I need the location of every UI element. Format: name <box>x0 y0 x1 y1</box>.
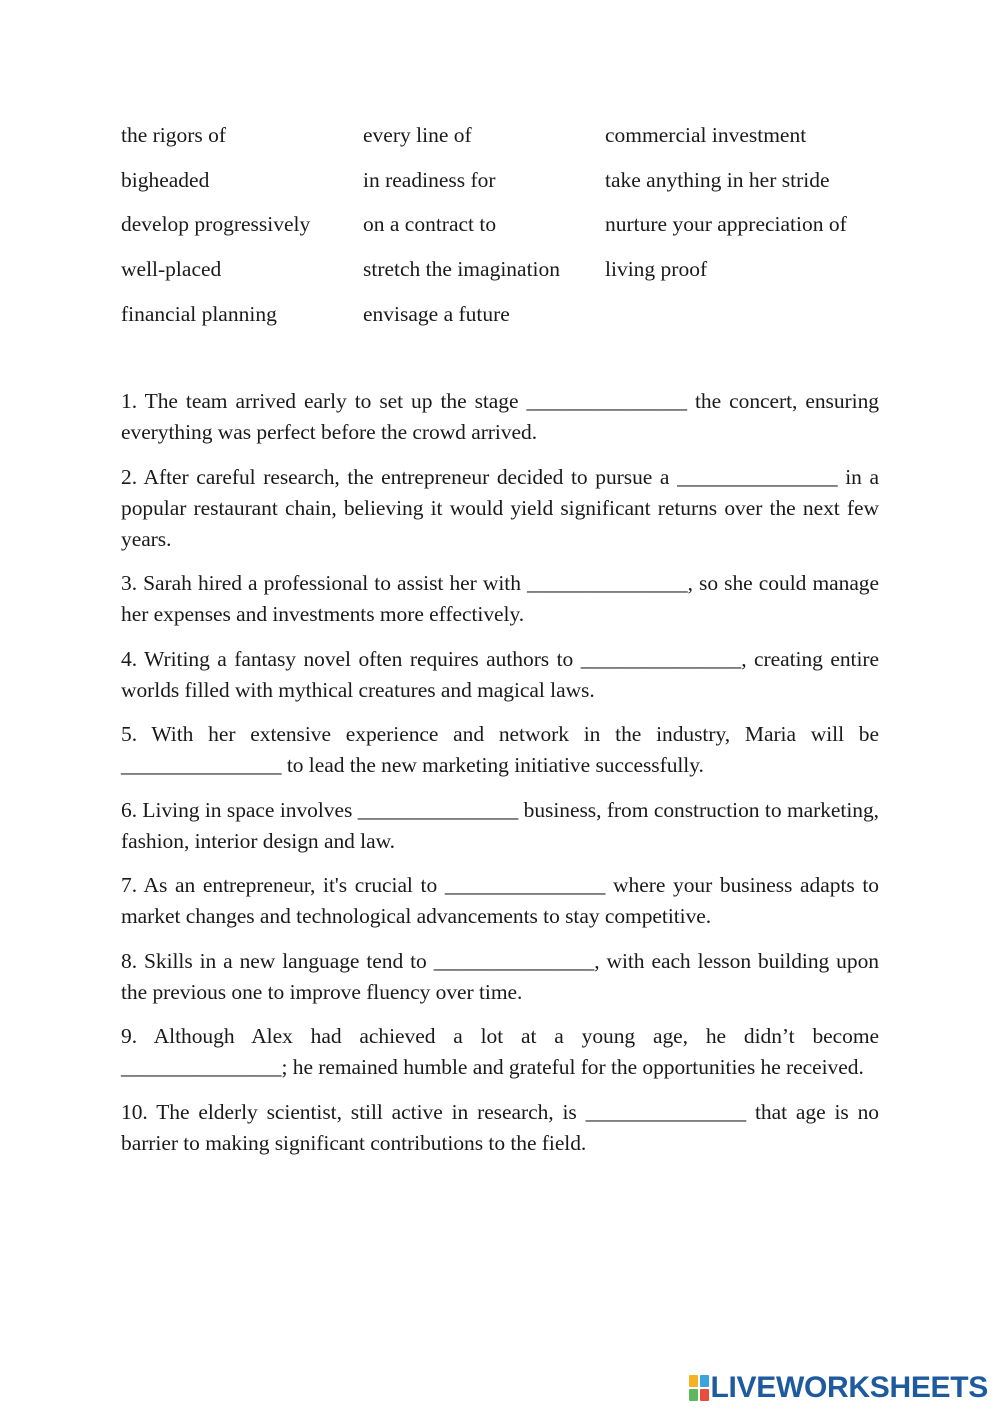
answer-blank-8[interactable]: _______________ <box>433 948 595 973</box>
answer-blank-3[interactable]: _______________ <box>527 571 688 595</box>
word-bank-item: commercial investment <box>605 123 807 147</box>
question-text: 5. With her extensive experience and network in the industry, Maria will be <box>121 722 879 746</box>
answer-blank-2[interactable]: _______________ <box>677 464 838 489</box>
word-bank-item: well-placed <box>121 257 222 282</box>
question-2 <box>121 462 879 555</box>
question-text: that age is no barrier to making significant contributions to the field. <box>121 1099 879 1155</box>
question-8 <box>121 946 879 1008</box>
question-text: business, from construction to marketing, fashion, interior design and law. <box>121 797 879 853</box>
word-bank-item: stretch the imagination <box>363 257 561 282</box>
word-bank-row <box>121 252 901 297</box>
word-bank-row <box>121 118 901 163</box>
question-text: 4. Writing a fantasy novel often requires authors to <box>121 646 581 671</box>
question-text: 8. Skills in a new language tend to <box>121 948 434 973</box>
word-bank <box>121 118 901 341</box>
word-bank-item: the rigors of <box>121 123 227 147</box>
word-bank-row <box>121 297 901 342</box>
question-text: , creating entire worlds filled with mythical creatures and magical laws. <box>121 646 879 702</box>
question-4 <box>121 644 879 706</box>
word-bank-row <box>121 207 901 252</box>
question-list <box>121 386 879 1172</box>
question-7 <box>121 870 879 932</box>
question-text: 7. As an entrepreneur, it's crucial to <box>121 873 445 897</box>
answer-blank-6[interactable]: _______________ <box>357 797 519 822</box>
question-3 <box>121 568 879 630</box>
question-text: 1. The team arrived early to set up the stage <box>121 389 527 413</box>
word-bank-item: on a contract to <box>363 212 497 237</box>
question-text: the concert, ensuring everything was perfect before the crowd arrived. <box>121 389 879 444</box>
answer-blank-1[interactable]: _______________ <box>526 389 688 413</box>
word-bank-item: living proof <box>605 257 708 282</box>
word-bank-item: take anything in her stride <box>605 167 830 192</box>
question-text: to lead the new marketing initiative successfully. <box>281 753 704 777</box>
liveworksheets-logo <box>689 1368 989 1408</box>
answer-blank-10[interactable]: _______________ <box>585 1099 747 1124</box>
question-text: 6. Living in space involves <box>121 797 358 822</box>
question-text: 9. Although Alex had achieved a lot at a young age, he didn’t become <box>121 1024 879 1048</box>
question-9 <box>121 1021 879 1083</box>
question-6 <box>121 795 879 857</box>
word-bank-row <box>121 163 901 208</box>
question-5 <box>121 719 879 781</box>
word-bank-item: envisage a future <box>363 301 510 326</box>
question-text: 3. Sarah hired a professional to assist her with <box>121 571 528 595</box>
answer-blank-4[interactable]: _______________ <box>580 646 742 671</box>
question-text: 10. The elderly scientist, still active in research, is <box>121 1099 586 1124</box>
answer-blank-9[interactable]: _______________ <box>121 1055 282 1079</box>
question-text: , with each lesson building upon the previous one to improve fluency over time. <box>121 948 879 1004</box>
question-text: in a popular restaurant chain, believing it would yield significant returns over the next few years. <box>121 464 879 551</box>
question-text: ; he remained humble and grateful for the opportunities he received. <box>281 1055 864 1079</box>
word-bank-item: develop progressively <box>121 212 311 237</box>
question-1 <box>121 386 879 448</box>
liveworksheets-logo-icon <box>689 1375 709 1401</box>
question-text: , so she could manage her expenses and investments more effectively. <box>121 571 879 626</box>
question-text: 2. After careful research, the entrepreneur decided to pursue a <box>121 464 678 489</box>
word-bank-item: financial planning <box>121 301 277 326</box>
word-bank-item: every line of <box>363 123 472 147</box>
answer-blank-7[interactable]: _______________ <box>444 873 606 897</box>
question-10 <box>121 1097 879 1159</box>
word-bank-item: in readiness for <box>363 167 496 192</box>
word-bank-item: nurture your appreciation of <box>605 212 847 237</box>
logo-text: LIVEWORKSHEETS <box>710 1371 988 1404</box>
word-bank-item: bigheaded <box>121 167 210 192</box>
answer-blank-5[interactable]: _______________ <box>121 753 282 777</box>
question-text: where your business adapts to market changes and technological advancements to stay competitive. <box>121 873 879 928</box>
